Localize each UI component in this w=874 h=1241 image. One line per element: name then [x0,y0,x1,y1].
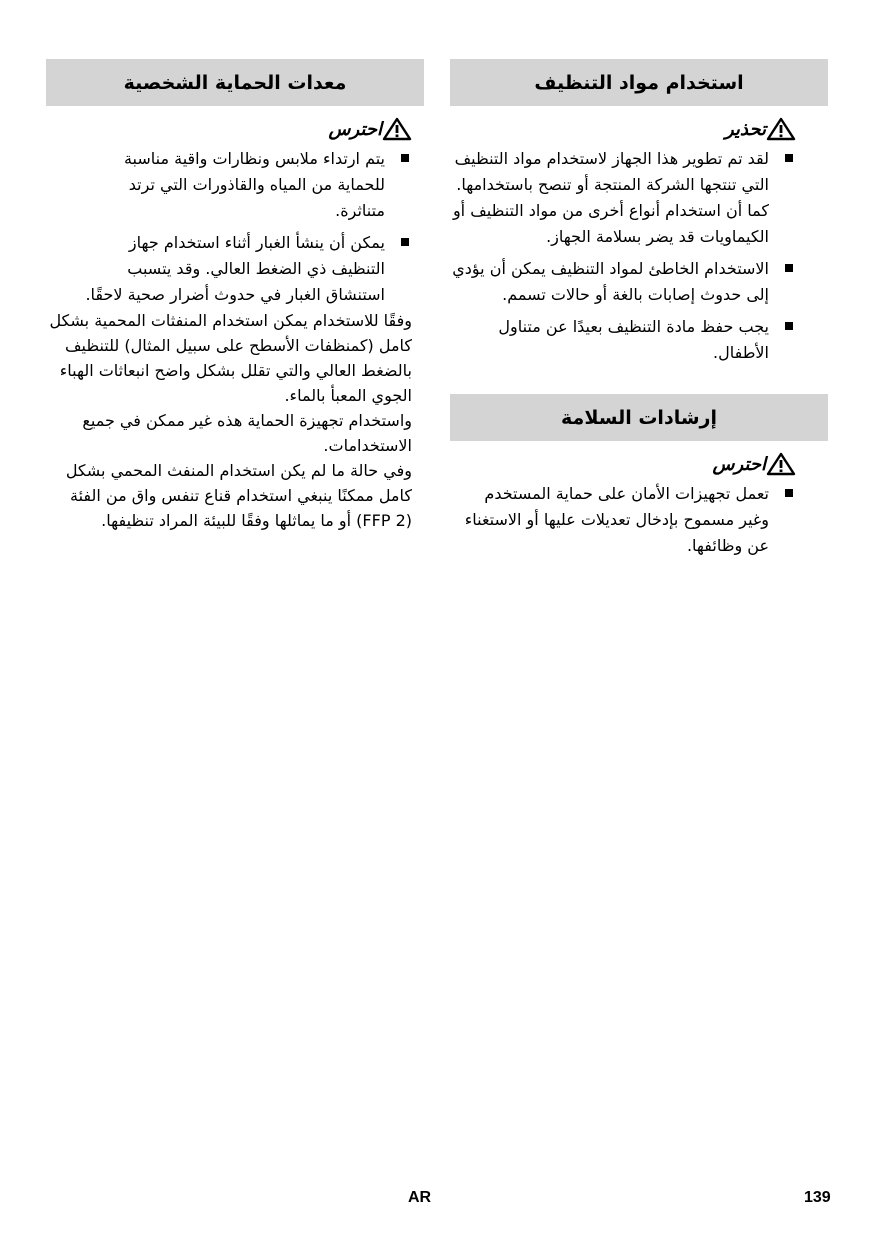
section-title-protective-equipment: معدات الحماية الشخصية [46,59,424,106]
cleaning-agents-list [450,146,796,366]
body-paragraph: وفقًا للاستخدام يمكن استخدام المنفثات المحمية بشكل كامل (كمنظفات الأسطح على سبيل المثال) للتنظيف بالضغط العالي والتي تقلل بشكل واضح انبعاثات الهباء الجوي المعبأ بالماء. [49,311,412,405]
section-title-safety-instructions: إرشادات السلامة [450,394,828,441]
list-item: يجب حفظ مادة التنظيف بعيدًا عن متناول الأطفال. [450,314,796,366]
cleaning-agents-content [450,114,812,366]
body-paragraph: وفي حالة ما لم يكن استخدام المنفث المحمي بشكل كامل ممكنًا ينبغي استخدام قناع تنفس واق من الفئة (FFP 2) أو ما يماثلها وفقًا للبيئة المراد تنظيفها. [65,461,412,530]
list-item: تعمل تجهيزات الأمان على حماية المستخدم وغير مسموح بإدخال تعديلات عليها أو الاستغناء عن وظائفها. [450,481,796,559]
list-item: يتم ارتداء ملابس ونظارات واقية مناسبة للحماية من المياه والقاذورات التي ترتد متناثرة. [74,146,412,224]
caution-notice [450,449,796,479]
warning-triangle-icon [766,117,796,141]
caution-label: احترس [712,453,766,475]
list-item: لقد تم تطوير هذا الجهاز لاستخدام مواد التنظيف التي تنتجها الشركة المنتجة أو تنصح باستخدامها. كما أن استخدام أنواع أخرى من مواد التنظيف أو الكيماويات قد يضر بسلامة الجهاز. [450,146,796,250]
protective-equipment-list [46,146,412,308]
safety-instructions-content [450,449,812,559]
warning-label: تحذير [724,118,766,140]
safety-list [450,481,796,559]
page-number: 139 [804,1189,831,1206]
caution-label: احترس [328,118,382,140]
protective-equipment-content [46,114,412,533]
left-column [46,59,424,533]
section-title-cleaning-agents: استخدام مواد التنظيف [450,59,828,106]
right-column [450,59,828,565]
list-item: يمكن أن ينشأ الغبار أثناء استخدام جهاز التنظيف ذي الضغط العالي. وقد يتسبب استنشاق الغبار في حدوث أضرار صحية لاحقًا. [74,230,412,308]
body-paragraph: واستخدام تجهيزة الحماية هذه غير ممكن في جميع الاستخدامات. [82,411,412,455]
list-item: الاستخدام الخاطئ لمواد التنظيف يمكن أن يؤدي إلى حدوث إصابات بالغة أو حالات تسمم. [450,256,796,308]
warning-notice [450,114,796,144]
footer-language: AR [408,1189,432,1206]
warning-triangle-icon [766,452,796,476]
caution-notice [46,114,412,144]
warning-triangle-icon [382,117,412,141]
